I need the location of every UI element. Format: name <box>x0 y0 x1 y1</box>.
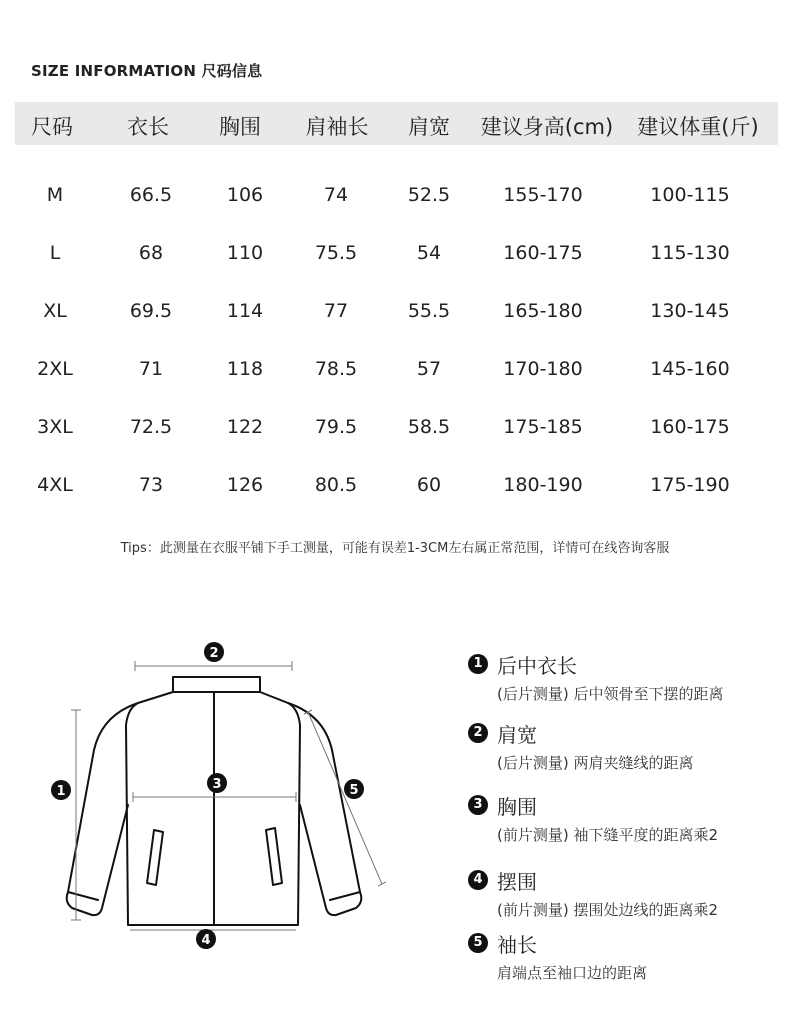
sleeve-measure-line <box>308 712 382 884</box>
table-row <box>0 242 790 272</box>
cell-size: XL <box>43 300 67 322</box>
legend-name: 肩宽 <box>497 723 537 747</box>
table-row <box>0 416 790 446</box>
header-weight: 建议体重(斤) <box>637 115 759 139</box>
cell-chest: 122 <box>226 416 264 438</box>
cell-height: 170-180 <box>503 358 583 380</box>
cell-shoulder-width: 57 <box>416 358 442 380</box>
cell-chest: 106 <box>226 184 264 206</box>
cell-weight: 175-190 <box>650 474 730 496</box>
cell-length: 68 <box>138 242 164 264</box>
page-title: SIZE INFORMATION 尺码信息 <box>31 62 263 80</box>
jacket-measurement-diagram <box>30 630 400 960</box>
legend-number-badge: 3 <box>468 795 488 815</box>
cell-shoulder-sleeve: 78.5 <box>314 358 358 380</box>
cell-height: 165-180 <box>503 300 583 322</box>
marker-2-label: 2 <box>209 646 219 661</box>
cell-length: 71 <box>138 358 164 380</box>
cell-length: 73 <box>138 474 164 496</box>
header-shoulder-sleeve: 肩袖长 <box>305 115 369 139</box>
header-chest: 胸围 <box>219 115 261 139</box>
legend-number-badge: 2 <box>468 723 488 743</box>
table-row <box>0 184 790 214</box>
cell-shoulder-sleeve: 75.5 <box>314 242 358 264</box>
marker-1 <box>51 780 71 800</box>
cell-height: 155-170 <box>503 184 583 206</box>
cell-shoulder-sleeve: 80.5 <box>314 474 358 496</box>
cell-size: 4XL <box>37 474 73 496</box>
cell-size: L <box>49 242 61 264</box>
header-length: 衣长 <box>127 115 169 139</box>
cell-shoulder-sleeve: 77 <box>323 300 349 322</box>
cell-chest: 114 <box>226 300 264 322</box>
table-row <box>0 358 790 388</box>
size-table-header <box>15 102 778 145</box>
cell-height: 175-185 <box>503 416 583 438</box>
header-shoulder-width: 肩宽 <box>408 115 450 139</box>
marker-2 <box>204 642 224 662</box>
legend-description: (后片测量) 两肩夹缝线的距离 <box>497 754 694 772</box>
cell-weight: 145-160 <box>650 358 730 380</box>
cell-length: 69.5 <box>129 300 173 322</box>
cell-chest: 126 <box>226 474 264 496</box>
cell-height: 160-175 <box>503 242 583 264</box>
legend-name: 袖长 <box>497 933 537 957</box>
marker-5 <box>344 779 364 799</box>
table-row <box>0 300 790 330</box>
cell-shoulder-width: 60 <box>416 474 442 496</box>
legend-description: 肩端点至袖口边的距离 <box>497 964 648 982</box>
cell-shoulder-width: 52.5 <box>407 184 451 206</box>
cell-weight: 160-175 <box>650 416 730 438</box>
marker-4-label: 4 <box>201 933 211 948</box>
cell-shoulder-sleeve: 79.5 <box>314 416 358 438</box>
legend-name: 摆围 <box>497 870 537 894</box>
marker-3 <box>207 773 227 793</box>
legend-description: (前片测量) 摆围处边线的距离乘2 <box>497 901 719 919</box>
cell-shoulder-sleeve: 74 <box>323 184 349 206</box>
marker-4 <box>196 929 216 949</box>
cell-size: 2XL <box>37 358 73 380</box>
legend-name: 胸围 <box>497 795 537 819</box>
cell-chest: 110 <box>226 242 264 264</box>
marker-3-label: 3 <box>212 777 222 792</box>
legend-description: (前片测量) 袖下缝平度的距离乘2 <box>497 826 719 844</box>
legend-number-badge: 4 <box>468 870 488 890</box>
cell-size: 3XL <box>37 416 73 438</box>
measurement-tips: Tips：此测量在衣服平铺下手工测量，可能有误差1-3CM左右属正常范围，详情可在线咨询客服 <box>120 541 670 556</box>
cell-shoulder-width: 58.5 <box>407 416 451 438</box>
cell-shoulder-width: 55.5 <box>407 300 451 322</box>
table-row <box>0 474 790 504</box>
marker-1-label: 1 <box>56 784 66 799</box>
header-height: 建议身高(cm) <box>480 115 614 139</box>
cell-weight: 100-115 <box>650 184 730 206</box>
cell-length: 72.5 <box>129 416 173 438</box>
cell-weight: 130-145 <box>650 300 730 322</box>
cell-length: 66.5 <box>129 184 173 206</box>
cell-height: 180-190 <box>503 474 583 496</box>
marker-5-label: 5 <box>349 783 359 798</box>
cell-chest: 118 <box>226 358 264 380</box>
cell-weight: 115-130 <box>650 242 730 264</box>
legend-name: 后中衣长 <box>497 654 577 678</box>
legend-description: (后片测量) 后中领骨至下摆的距离 <box>497 685 724 703</box>
cell-shoulder-width: 54 <box>416 242 442 264</box>
legend-number-badge: 1 <box>468 654 488 674</box>
cell-size: M <box>46 184 64 206</box>
header-size: 尺码 <box>31 115 73 139</box>
legend-number-badge: 5 <box>468 933 488 953</box>
